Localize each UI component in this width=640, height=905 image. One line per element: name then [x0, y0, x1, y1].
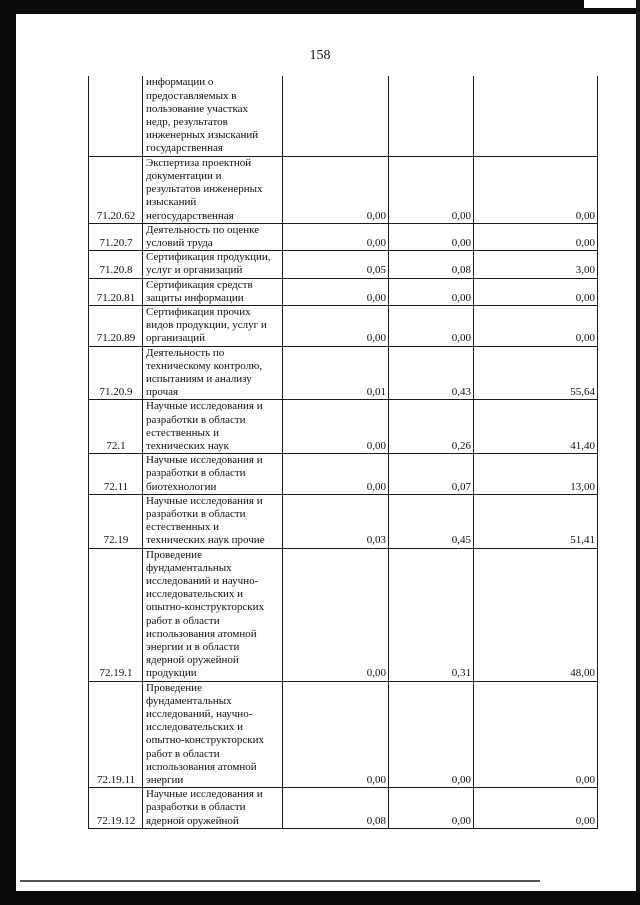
activity-name-line: энергии — [146, 774, 184, 787]
scan-edge-bottom — [0, 891, 640, 905]
activity-code: 72.1 — [89, 400, 143, 454]
activity-name-line: документации и — [146, 169, 222, 182]
activity-code: 72.19.12 — [89, 788, 143, 829]
activity-name-line: ядерной оружейной — [146, 814, 239, 827]
activity-code: 71.20.62 — [89, 156, 143, 223]
activity-name-line: разработки в области — [146, 801, 246, 814]
activity-name-line: Сертификация средств — [146, 278, 253, 291]
value-v3: 0,00 — [474, 305, 598, 346]
value-v2: 0,00 — [389, 278, 474, 305]
activity-name-line: энергии и в области — [146, 641, 240, 653]
activity-name-line: прочая — [146, 386, 179, 399]
activity-name-line: государственная — [146, 142, 223, 155]
activity-name-line: естественных и — [146, 426, 220, 439]
value-v3: 0,00 — [474, 156, 598, 223]
activity-name — [143, 305, 283, 346]
activity-name-line: Научные исследования и — [146, 788, 263, 801]
activity-name-line: Проведение — [146, 681, 202, 694]
value-v1 — [283, 76, 389, 156]
activity-name-line: исследований, научно- — [146, 708, 253, 721]
page-number: 158 — [309, 48, 331, 63]
value-v1: 0,00 — [283, 400, 389, 454]
activity-name-line: разработки в области — [146, 507, 246, 520]
value-v2: 0,45 — [389, 494, 474, 548]
activity-code: 72.19 — [89, 494, 143, 548]
activity-name-line: исследовательских и — [146, 588, 244, 601]
activity-name-line: использования атомной — [146, 627, 257, 640]
value-v1: 0,00 — [283, 454, 389, 495]
activity-name-line: Деятельность по оценке — [146, 223, 260, 236]
value-v3: 41,40 — [474, 400, 598, 454]
value-v2: 0,08 — [389, 251, 474, 278]
value-v3: 3,00 — [474, 251, 598, 278]
table-row — [89, 278, 598, 305]
table-row — [89, 788, 598, 829]
activity-name — [143, 681, 283, 788]
value-v1: 0,00 — [283, 156, 389, 223]
value-v1: 0,01 — [283, 346, 389, 400]
activity-code: 71.20.81 — [89, 278, 143, 305]
value-v1: 0,08 — [283, 788, 389, 829]
activity-name-line: фундаментальных — [146, 694, 232, 707]
activity-name-line: пользование участках — [146, 102, 249, 115]
activity-name — [143, 454, 283, 495]
value-v1: 0,05 — [283, 251, 389, 278]
value-v3: 55,64 — [474, 346, 598, 400]
table-row — [89, 346, 598, 400]
activity-name-line: работ в области — [146, 747, 220, 760]
activity-name — [143, 76, 283, 156]
value-v3: 13,00 — [474, 454, 598, 495]
activity-table — [88, 76, 598, 829]
activity-name-line: условий труда — [146, 236, 213, 249]
activity-name-line: биотехнологии — [146, 480, 217, 493]
activity-name — [143, 346, 283, 400]
activity-name-line: предоставляемых в — [146, 89, 237, 102]
activity-name-line: использования атомной — [146, 760, 257, 773]
table-row — [89, 156, 598, 223]
value-v3: 0,00 — [474, 788, 598, 829]
value-v2: 0,31 — [389, 548, 474, 681]
activity-code: 71.20.9 — [89, 346, 143, 400]
table-row — [89, 494, 598, 548]
activity-name-line: Экспертиза проектной — [146, 156, 252, 169]
activity-name-line: технических наук — [146, 439, 229, 452]
table-row — [89, 548, 598, 681]
activity-name-line: Сертификация прочих — [146, 305, 251, 318]
table-row — [89, 251, 598, 278]
value-v3: 0,00 — [474, 681, 598, 788]
value-v1: 0,00 — [283, 548, 389, 681]
activity-name-line: организаций — [146, 332, 206, 345]
value-v1: 0,00 — [283, 681, 389, 788]
scan-edge-top — [0, 0, 640, 14]
scan-edge-left — [0, 0, 16, 905]
value-v2: 0,43 — [389, 346, 474, 400]
value-v2: 0,00 — [389, 788, 474, 829]
activity-name — [143, 788, 283, 829]
value-v1: 0,03 — [283, 494, 389, 548]
activity-name-line: разработки в области — [146, 467, 246, 480]
value-v2: 0,26 — [389, 400, 474, 454]
activity-name — [143, 548, 283, 681]
table-row — [89, 223, 598, 250]
value-v1: 0,00 — [283, 305, 389, 346]
activity-name-line: защиты информации — [146, 291, 244, 304]
value-v1: 0,00 — [283, 278, 389, 305]
scan-corner — [584, 0, 640, 8]
value-v2: 0,00 — [389, 223, 474, 250]
activity-name-line: инженерных изысканий — [146, 129, 259, 142]
activity-name-line: Научные исследования и — [146, 494, 263, 507]
value-v3: 48,00 — [474, 548, 598, 681]
value-v2: 0,00 — [389, 681, 474, 788]
value-v2: 0,00 — [389, 156, 474, 223]
activity-name — [143, 156, 283, 223]
table-body — [89, 76, 598, 828]
activity-name-line: Проведение — [146, 548, 202, 561]
value-v3: 0,00 — [474, 278, 598, 305]
activity-name-line: недр, результатов — [146, 116, 228, 129]
table-row — [89, 400, 598, 454]
activity-name-line: испытаниям и анализу — [146, 372, 252, 385]
activity-name-line: услуг и организаций — [146, 264, 243, 277]
activity-name-line: Научные исследования и — [146, 400, 263, 413]
activity-code: 72.19.1 — [89, 548, 143, 681]
activity-name — [143, 278, 283, 305]
table-row — [89, 305, 598, 346]
activity-name — [143, 223, 283, 250]
table-row — [89, 681, 598, 788]
activity-name-line: Научные исследования и — [146, 454, 263, 467]
value-v3 — [474, 76, 598, 156]
activity-name-line: техническому контролю, — [146, 359, 263, 372]
activity-name — [143, 400, 283, 454]
activity-name-line: результатов инженерных — [146, 183, 263, 196]
table-row — [89, 454, 598, 495]
activity-code: 72.19.11 — [89, 681, 143, 788]
value-v2: 0,00 — [389, 305, 474, 346]
value-v3: 0,00 — [474, 223, 598, 250]
activity-code: 71.20.8 — [89, 251, 143, 278]
activity-name-line: исследовательских и — [146, 721, 244, 734]
activity-name — [143, 251, 283, 278]
activity-code: 71.20.89 — [89, 305, 143, 346]
activity-name-line: Сертификация продукции, — [146, 251, 271, 264]
table-row — [89, 76, 598, 156]
activity-name-line: естественных и — [146, 521, 220, 534]
value-v2: 0,07 — [389, 454, 474, 495]
scan-line-bottom — [20, 880, 540, 882]
activity-name-line: продукции — [146, 667, 197, 680]
activity-code: 71.20.7 — [89, 223, 143, 250]
activity-name-line: информации о — [146, 76, 214, 89]
value-v3: 51,41 — [474, 494, 598, 548]
activity-code: 72.11 — [89, 454, 143, 495]
activity-name-line: опытно-конструкторских — [146, 601, 264, 614]
activity-name-line: разработки в области — [146, 413, 246, 426]
activity-name-line: видов продукции, услуг и — [146, 319, 267, 332]
activity-name-line: фундаментальных — [146, 561, 232, 574]
value-v1: 0,00 — [283, 223, 389, 250]
activity-name-line: работ в области — [146, 614, 220, 627]
activity-name — [143, 494, 283, 548]
scan-edge-right — [636, 0, 640, 905]
activity-name-line: Деятельность по — [146, 346, 225, 359]
activity-code — [89, 76, 143, 156]
value-v2 — [389, 76, 474, 156]
activity-name-line: ядерной оружейной — [146, 654, 239, 667]
activity-name-line: технических наук прочие — [146, 534, 265, 547]
activity-name-line: исследований и научно- — [146, 574, 259, 587]
activity-name-line: негосударственная — [146, 209, 234, 222]
activity-name-line: опытно-конструкторских — [146, 734, 264, 747]
activity-name-line: изысканий — [146, 196, 197, 209]
